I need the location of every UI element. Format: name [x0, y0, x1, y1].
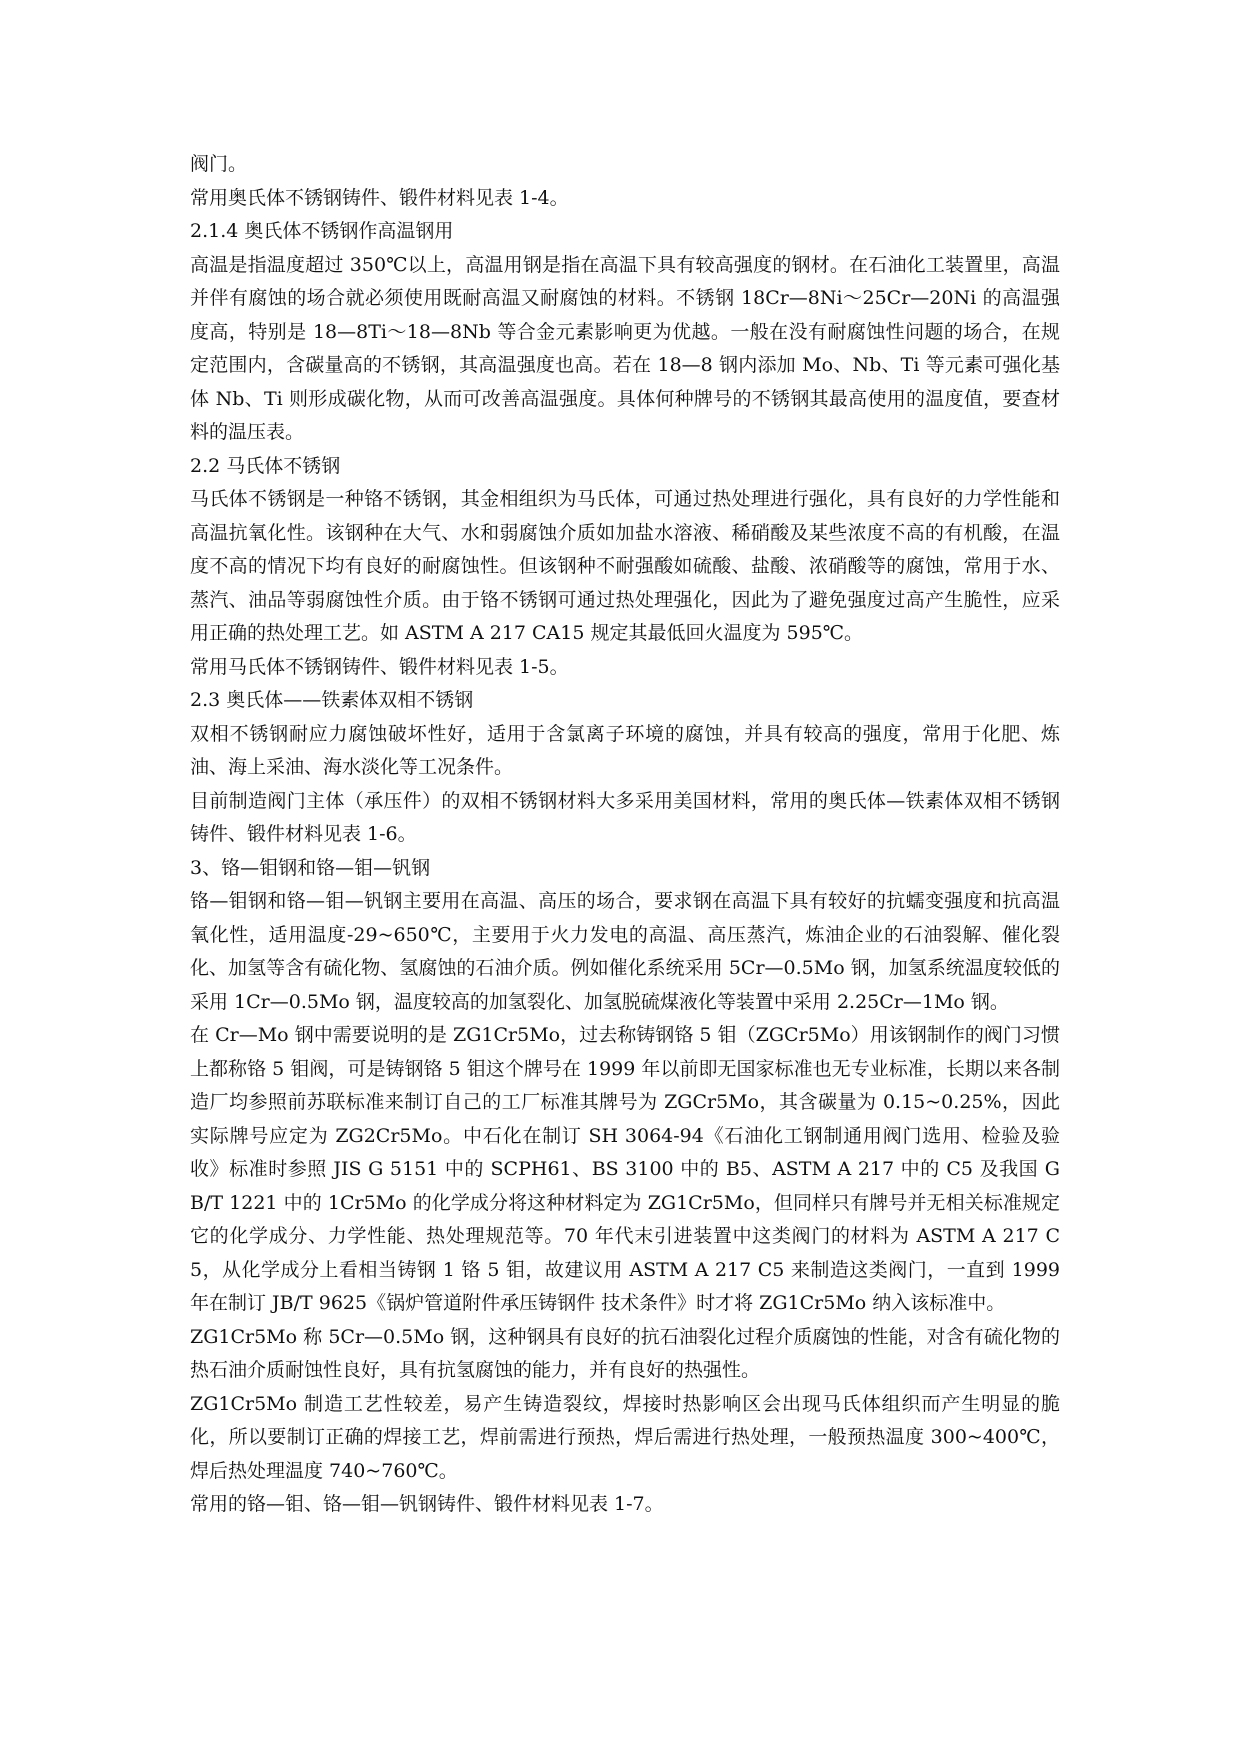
paragraph-duplex-table-ref: 目前制造阀门主体（承压件）的双相不锈钢材料大多采用美国材料，常用的奥氏体—铁素体双相不锈钢铸件、锻件材料见表 1-6。	[190, 789, 1060, 845]
document-page	[190, 148, 1060, 1522]
paragraph-table-ref-1-4: 常用奥氏体不锈钢铸件、锻件材料见表 1-4。	[190, 186, 569, 209]
paragraph-table-ref-1-7: 常用的铬—钼、铬—钼—钒钢铸件、锻件材料见表 1-7。	[190, 1493, 664, 1515]
paragraph-martensitic: 马氏体不锈钢是一种铬不锈钢，其金相组织为马氏体，可通过热处理进行强化，具有良好的力学性能和高温抗氧化性。该钢种在大气、水和弱腐蚀介质如加盐水溶液、稀硝酸及某些浓度不高的有机酸，在温度不高的情况下均有良好的耐腐蚀性。但该钢种不耐强酸如硫酸、盐酸、浓硝酸等的腐蚀，常用于水、蒸汽、油品等弱腐蚀性介质。由于铬不锈钢可通过热处理强化，因此为了避免强度过高产生脆性，应采用正确的热处理工艺。如 ASTM A 217 CA15 规定其最低回火温度为 595℃。	[190, 488, 1060, 644]
paragraph-zg1cr5mo-process: ZG1Cr5Mo 制造工艺性较差，易产生铸造裂纹，焊接时热影响区会出现马氏体组织而产生明显的脆化，所以要制订正确的焊接工艺，焊前需进行预热，焊后需进行热处理，一般预热温度 300~400℃，焊后热处理温度 740~760℃。	[190, 1392, 1060, 1482]
paragraph-duplex-intro: 双相不锈钢耐应力腐蚀破坏性好，适用于含氯离子环境的腐蚀，并具有较高的强度，常用于化肥、炼油、海上采油、海水淡化等工况条件。	[190, 722, 1060, 778]
paragraph-cr-mo-steel: 铬—钼钢和铬—钼—钒钢主要用在高温、高压的场合，要求钢在高温下具有较好的抗蠕变强度和抗高温氧化性，适用温度-29~650℃，主要用于火力发电的高温、高压蒸汽，炼油企业的石油裂解、催化裂化、加氢等含有硫化物、氢腐蚀的石油介质。例如催化系统采用 5Cr—0.5Mo 钢，加氢系统温度较低的采用 1Cr—0.5Mo 钢，温度较高的加氢裂化、加氢脱硫煤液化等装置中采用 2.25Cr—1Mo 钢。	[190, 890, 1060, 1013]
section-heading-2-3: 2.3 奥氏体——铁素体双相不锈钢	[190, 689, 474, 711]
section-heading-2-1-4: 2.1.4 奥氏体不锈钢作高温钢用	[190, 220, 454, 242]
section-heading-3: 3、铬—钼钢和铬—钼—钒钢	[190, 856, 431, 879]
paragraph-continuation: 阀门。	[190, 153, 248, 175]
paragraph-table-ref-1-5: 常用马氏体不锈钢铸件、锻件材料见表 1-5。	[190, 655, 569, 678]
section-heading-2-2: 2.2 马氏体不锈钢	[190, 454, 341, 477]
paragraph-zg1cr5mo-properties: ZG1Cr5Mo 称 5Cr—0.5Mo 钢，这种钢具有良好的抗石油裂化过程介质腐蚀的性能，对含有硫化物的热石油介质耐蚀性良好，具有抗氢腐蚀的能力，并有良好的热强性。	[190, 1325, 1060, 1381]
paragraph-high-temperature: 高温是指温度超过 350℃以上，高温用钢是指在高温下具有较高强度的钢材。在石油化工装置里，高温并伴有腐蚀的场合就必须使用既耐高温又耐腐蚀的材料。不锈钢 18Cr—8Ni～25Cr—20Ni 的高温强度高，特别是 18—8Ti～18—8Nb 等合金元素影响更为优越。一般在没有耐腐蚀性问题的场合，在规定范围内，含碳量高的不锈钢，其高温强度也高。若在 18—8 钢内添加 Mo、Nb、Ti 等元素可强化基体 Nb、Ti 则形成碳化物，从而可改善高温强度。具体何种牌号的不锈钢其最高使用的温度值，要查材料的温压表。	[190, 253, 1060, 443]
paragraph-zg1cr5mo-history: 在 Cr—Mo 钢中需要说明的是 ZG1Cr5Mo，过去称铸钢铬 5 钼（ZGCr5Mo）用该钢制作的阀门习惯上都称铬 5 钼阀，可是铸钢铬 5 钼这个牌号在 1999 年以前即无国家标准也无专业标准，长期以来各制造厂均参照前苏联标准来制订自己的工厂标准其牌号为 ZGCr5Mo，其含碳量为 0.15~0.25%，因此实际牌号应定为 ZG2Cr5Mo。中石化在制订 SH 3064-94《石油化工钢制通用阀门选用、检验及验收》标准时参照 JIS G 5151 中的 SCPH61、BS 3100 中的 B5、ASTM A 217 中的 C5 及我国 GB/T 1221 中的 1Cr5Mo 的化学成分将这种材料定为 ZG1Cr5Mo，但同样只有牌号并无相关标准规定它的化学成分、力学性能、热处理规范等。70 年代末引进装置中这类阀门的材料为 ASTM A 217 C5，从化学成分上看相当铸钢 1 铬 5 钼，故建议用 ASTM A 217 C5 来制造这类阀门，一直到 1999 年在制订 JB/T 9625《锅炉管道附件承压铸钢件 技术条件》时才将 ZG1Cr5Mo 纳入该标准中。	[190, 1024, 1060, 1314]
